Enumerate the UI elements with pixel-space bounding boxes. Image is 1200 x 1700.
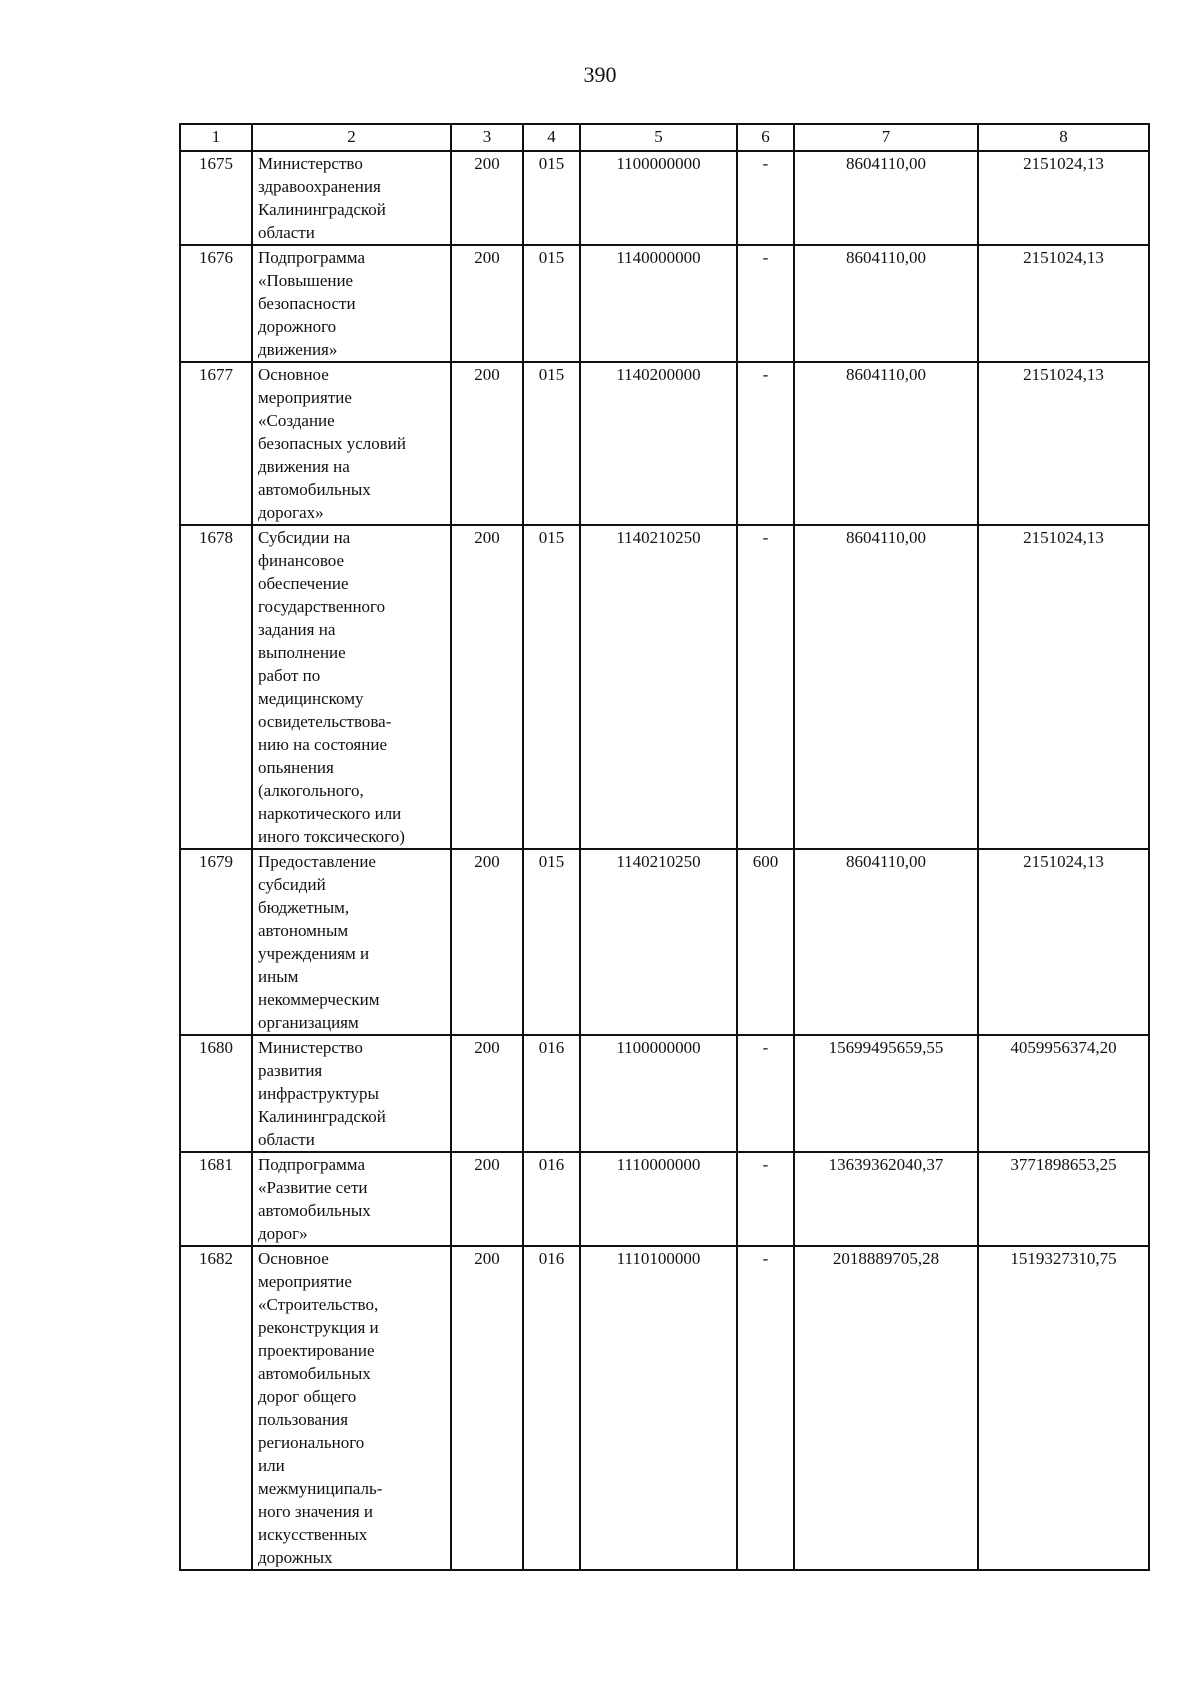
row-code-6: -: [737, 1246, 794, 1570]
column-header-1: 1: [180, 124, 252, 151]
row-code-3: 200: [451, 245, 523, 362]
table-row: [180, 849, 1149, 1035]
column-header-6: 6: [737, 124, 794, 151]
column-header-2: 2: [252, 124, 451, 151]
row-amount-8: 2151024,13: [978, 525, 1149, 849]
row-code-3: 200: [451, 151, 523, 245]
row-code-6: -: [737, 151, 794, 245]
row-code-6: 600: [737, 849, 794, 1035]
column-header-3: 3: [451, 124, 523, 151]
row-amount-7: 8604110,00: [794, 362, 978, 525]
row-code-5: 1140210250: [580, 849, 737, 1035]
row-name: Основное мероприятие «Строительство, реконструкция и проектирование автомобильных дорог общего пользования регионального или межмуниципаль- ного значения и искусственных дорожных: [252, 1246, 451, 1570]
row-code-4: 015: [523, 151, 580, 245]
table-row: [180, 1035, 1149, 1152]
table-row: [180, 525, 1149, 849]
row-amount-8: 3771898653,25: [978, 1152, 1149, 1246]
table-row: [180, 151, 1149, 245]
row-code-3: 200: [451, 525, 523, 849]
row-name: Министерство развития инфраструктуры Калининградской области: [252, 1035, 451, 1152]
row-amount-8: 2151024,13: [978, 245, 1149, 362]
budget-table: [179, 123, 1150, 1571]
row-number: 1680: [180, 1035, 252, 1152]
row-number: 1676: [180, 245, 252, 362]
row-amount-7: 8604110,00: [794, 525, 978, 849]
row-code-4: 016: [523, 1246, 580, 1570]
column-header-8: 8: [978, 124, 1149, 151]
row-code-3: 200: [451, 1246, 523, 1570]
row-code-5: 1110000000: [580, 1152, 737, 1246]
row-code-3: 200: [451, 362, 523, 525]
row-code-6: -: [737, 1152, 794, 1246]
row-amount-8: 2151024,13: [978, 151, 1149, 245]
row-code-5: 1140210250: [580, 525, 737, 849]
row-number: 1682: [180, 1246, 252, 1570]
row-code-5: 1110100000: [580, 1246, 737, 1570]
row-amount-7: 15699495659,55: [794, 1035, 978, 1152]
row-code-6: -: [737, 525, 794, 849]
row-code-5: 1100000000: [580, 151, 737, 245]
column-header-4: 4: [523, 124, 580, 151]
row-name: Основное мероприятие «Создание безопасных условий движения на автомобильных дорогах»: [252, 362, 451, 525]
row-name: Министерство здравоохранения Калининградской области: [252, 151, 451, 245]
row-code-5: 1100000000: [580, 1035, 737, 1152]
row-number: 1681: [180, 1152, 252, 1246]
row-code-3: 200: [451, 1035, 523, 1152]
row-number: 1678: [180, 525, 252, 849]
row-code-5: 1140200000: [580, 362, 737, 525]
row-name: Предоставление субсидий бюджетным, автономным учреждениям и иным некоммерческим организациям: [252, 849, 451, 1035]
row-amount-7: 13639362040,37: [794, 1152, 978, 1246]
row-code-4: 016: [523, 1152, 580, 1246]
row-amount-7: 8604110,00: [794, 849, 978, 1035]
table-row: [180, 1152, 1149, 1246]
table-row: [180, 245, 1149, 362]
row-code-4: 015: [523, 525, 580, 849]
row-code-3: 200: [451, 1152, 523, 1246]
row-amount-8: 2151024,13: [978, 362, 1149, 525]
row-number: 1677: [180, 362, 252, 525]
row-code-4: 015: [523, 849, 580, 1035]
row-code-4: 016: [523, 1035, 580, 1152]
column-header-7: 7: [794, 124, 978, 151]
table-row: [180, 1246, 1149, 1570]
column-header-5: 5: [580, 124, 737, 151]
table-header-row: [180, 124, 1149, 151]
row-code-6: -: [737, 1035, 794, 1152]
row-code-6: -: [737, 245, 794, 362]
row-name: Подпрограмма «Развитие сети автомобильных дорог»: [252, 1152, 451, 1246]
row-code-3: 200: [451, 849, 523, 1035]
row-amount-8: 4059956374,20: [978, 1035, 1149, 1152]
row-amount-8: 1519327310,75: [978, 1246, 1149, 1570]
row-code-4: 015: [523, 245, 580, 362]
row-amount-8: 2151024,13: [978, 849, 1149, 1035]
row-amount-7: 8604110,00: [794, 151, 978, 245]
row-amount-7: 8604110,00: [794, 245, 978, 362]
row-number: 1675: [180, 151, 252, 245]
row-code-4: 015: [523, 362, 580, 525]
row-amount-7: 2018889705,28: [794, 1246, 978, 1570]
row-name: Подпрограмма «Повышение безопасности дорожного движения»: [252, 245, 451, 362]
row-code-6: -: [737, 362, 794, 525]
row-code-5: 1140000000: [580, 245, 737, 362]
table-row: [180, 362, 1149, 525]
page-number: 390: [583, 62, 617, 87]
row-number: 1679: [180, 849, 252, 1035]
row-name: Субсидии на финансовое обеспечение государственного задания на выполнение работ по медицинскому освидетельствова- нию на состояние опьянения (алкогольного, наркотического или иного токсического): [252, 525, 451, 849]
